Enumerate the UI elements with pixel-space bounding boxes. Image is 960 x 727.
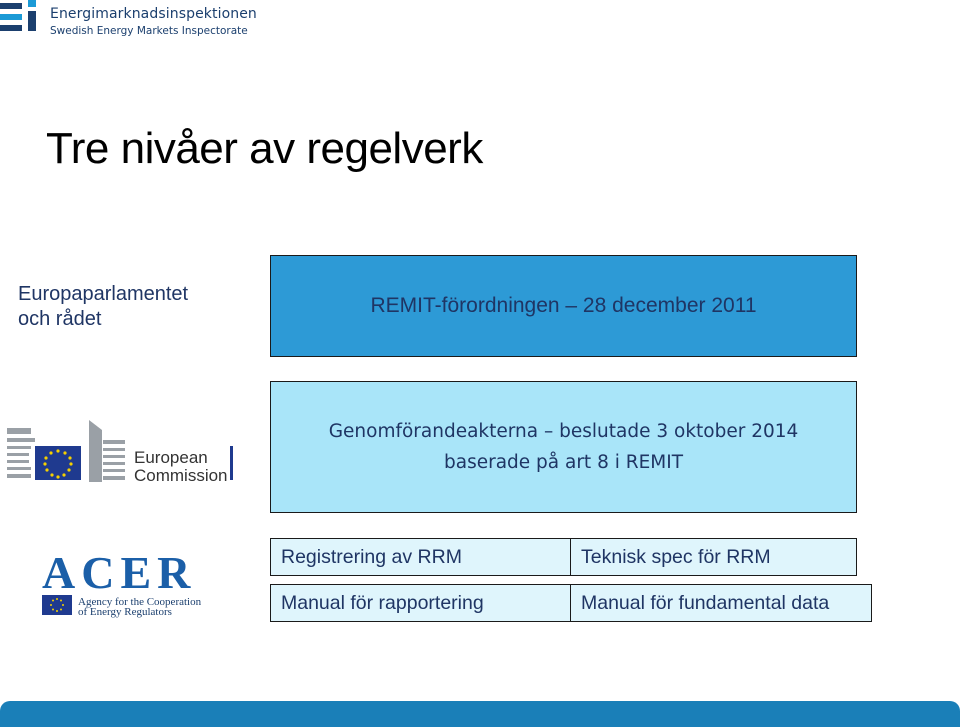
implementing-acts-box — [270, 381, 857, 513]
org-subtitle: Swedish Energy Markets Inspectorate — [50, 25, 248, 37]
slide-title: Tre nivåer av regelverk — [46, 124, 483, 173]
acer-logo-text-line1: Agency for the Cooperation — [78, 596, 202, 608]
document-cell: Teknisk spec för RRM — [570, 538, 857, 576]
ec-logo-text-line2: Commission — [134, 466, 228, 485]
issuer-label-line2: och rådet — [18, 308, 102, 330]
acer-wordmark: ACER — [42, 548, 197, 592]
acer-logo-text-line2: of Energy Regulators — [78, 606, 172, 618]
document-cell: Manual för fundamental data — [570, 584, 872, 622]
footer-bar — [0, 701, 960, 727]
issuer-label — [18, 282, 188, 332]
implementing-acts-line2: baserade på art 8 i REMIT — [443, 452, 684, 473]
document-cell: Manual för rapportering — [270, 584, 571, 622]
eu-flag-icon — [42, 595, 72, 615]
ei-logo-icon — [0, 0, 40, 38]
issuer-label-line1: Europaparlamentet — [18, 283, 189, 305]
regulation-text: REMIT-förordningen – 28 december 2011 — [370, 294, 757, 317]
document-cell: Registrering av RRM — [270, 538, 571, 576]
ec-logo-text-line1: European — [134, 448, 208, 467]
acer-logo-icon — [42, 548, 222, 592]
implementing-acts-line1: Genomförandeakterna – beslutade 3 oktober 2014 — [328, 421, 799, 442]
org-name: Energimarknadsinspektionen — [50, 6, 257, 22]
regulation-box — [270, 255, 857, 357]
